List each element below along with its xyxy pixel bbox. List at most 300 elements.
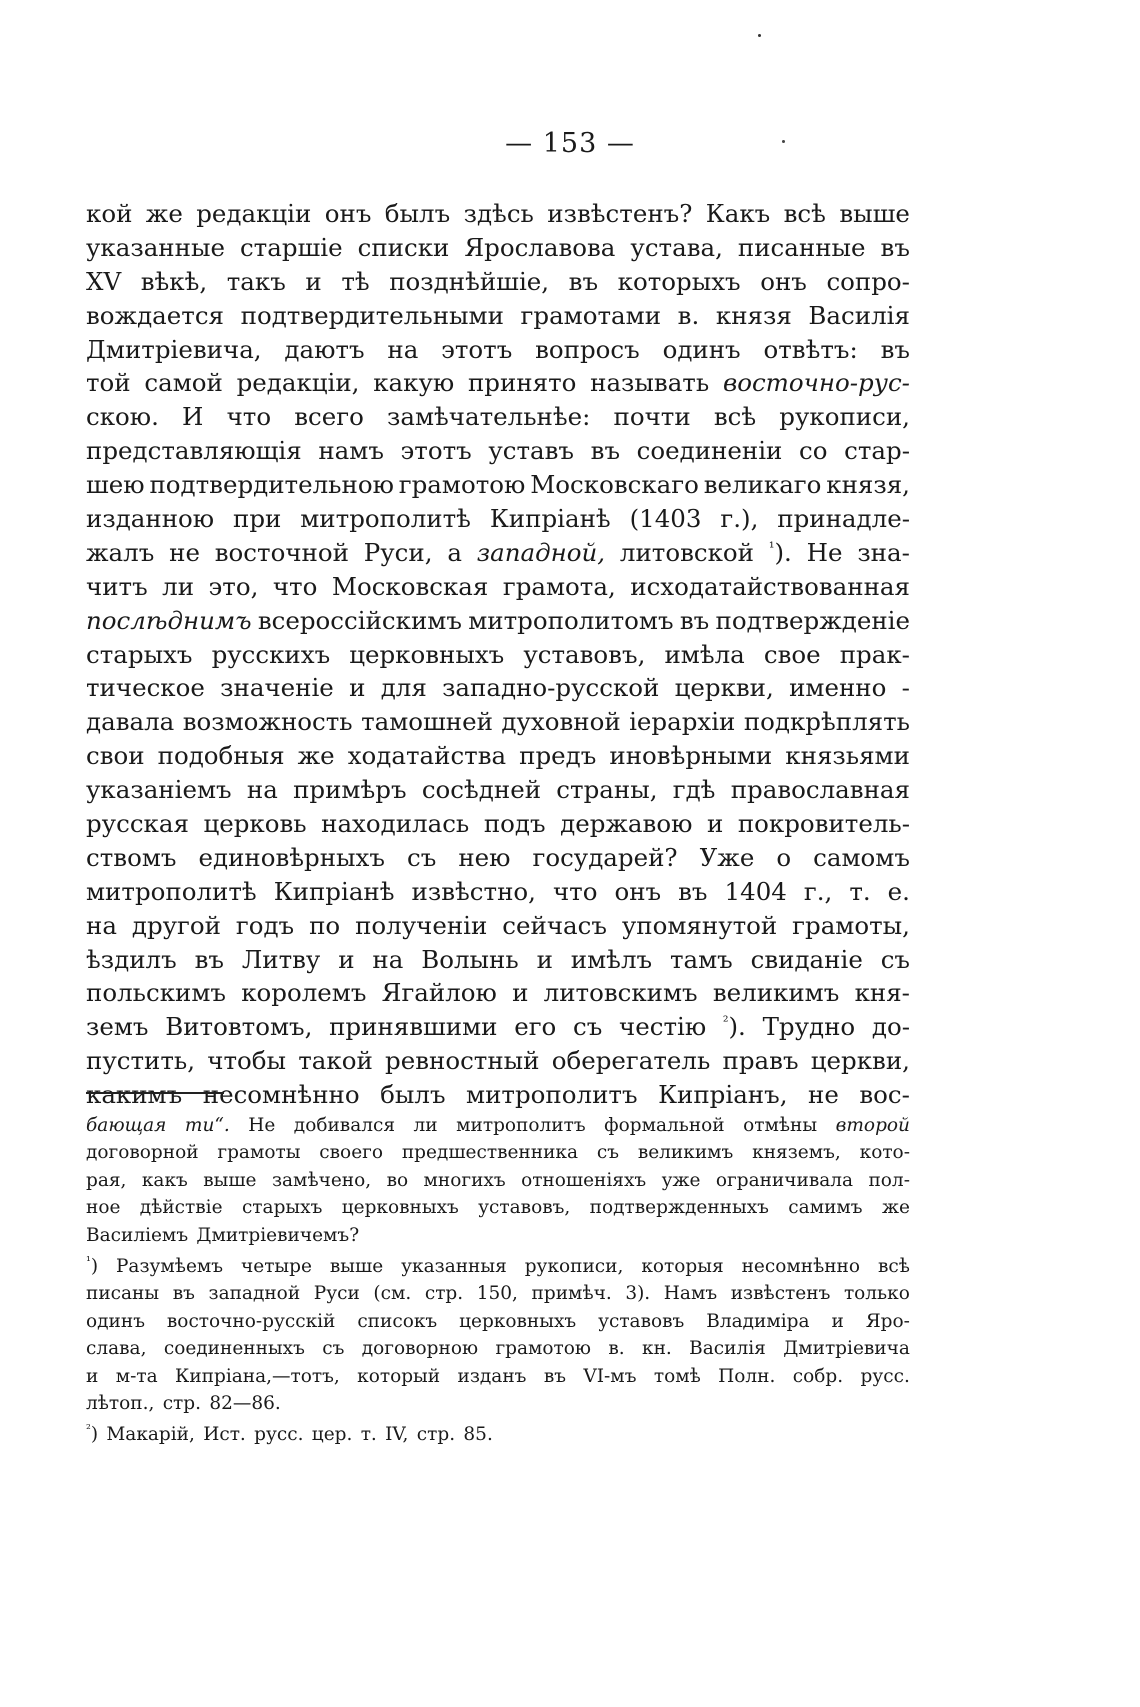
word: значеніе <box>220 673 334 703</box>
word: княземъ, <box>752 1142 841 1164</box>
word: въ <box>679 605 710 635</box>
word: Какъ <box>705 199 771 228</box>
word: какимъ <box>86 1080 183 1110</box>
word: представляющія <box>86 436 302 466</box>
word: подтвердительною <box>149 470 394 500</box>
word: Кипріанѣ <box>273 876 395 906</box>
word: несомнѣнно <box>202 1080 360 1110</box>
word: замѣчено, <box>271 1169 372 1191</box>
word: тамъ <box>669 944 733 974</box>
word: тѣ <box>341 266 370 296</box>
word: этотъ <box>400 436 472 466</box>
word: $^{^1}$) <box>86 1253 99 1277</box>
word: указаніемъ <box>86 775 232 805</box>
word: имѣла <box>664 639 745 669</box>
word: $^{^1}$). <box>768 537 792 567</box>
word: намъ <box>318 436 384 466</box>
word: г.), <box>720 504 759 534</box>
word: тамошней <box>361 707 493 737</box>
word: какую <box>373 368 455 398</box>
text-line <box>86 197 910 231</box>
text-line <box>86 299 910 333</box>
word: старыхъ <box>86 639 193 669</box>
word: Руси, <box>363 537 433 567</box>
word: выше <box>329 1255 384 1277</box>
word: всѣ <box>783 199 826 228</box>
word: церковныхъ <box>341 1197 459 1219</box>
footnote-line <box>86 1167 910 1194</box>
word: восточной <box>214 537 349 567</box>
word: онъ <box>324 199 372 228</box>
word: именно <box>789 673 887 703</box>
word: позднѣйшіе, <box>389 266 550 296</box>
word: пустить, <box>86 1046 196 1076</box>
text-line <box>86 943 910 977</box>
word: договорной <box>86 1142 199 1164</box>
word: онъ <box>760 266 807 296</box>
word: формальной <box>604 1115 725 1136</box>
word: ограничивала <box>715 1169 854 1191</box>
word: извѣстенъ? <box>547 199 693 228</box>
word: указанныя <box>401 1255 507 1277</box>
word: государей? <box>532 842 678 872</box>
text-line <box>86 604 910 638</box>
word: всероссійскимъ <box>257 605 462 635</box>
word: другой <box>131 910 221 940</box>
word: примѣръ <box>293 775 407 805</box>
word: упомянутой <box>621 910 778 940</box>
word: даютъ <box>284 334 365 364</box>
word: имѣлъ <box>570 944 653 974</box>
word: (1403 <box>629 504 702 534</box>
word: только <box>843 1283 910 1305</box>
word: и <box>831 1310 844 1332</box>
word: списокъ <box>357 1310 438 1332</box>
word: съ <box>596 1142 619 1164</box>
word: Ягайлою <box>381 978 497 1008</box>
word: грамотою <box>495 1338 592 1360</box>
word: гдѣ <box>672 775 716 805</box>
word: въ <box>543 1365 567 1387</box>
word: 1404 <box>724 876 787 906</box>
word: церковь <box>203 809 307 839</box>
text-line <box>86 875 910 909</box>
word: при <box>233 504 282 534</box>
word: этотъ <box>441 334 513 364</box>
word: великимъ <box>712 978 840 1008</box>
word: былъ <box>384 199 451 228</box>
word: ли <box>413 1115 438 1136</box>
footnote-line <box>86 1390 910 1417</box>
text-line <box>86 434 910 468</box>
word: Василія <box>808 300 910 330</box>
word: съ <box>880 944 910 974</box>
word: нею <box>458 842 511 872</box>
word: восточно-рус- <box>722 368 910 398</box>
word: литовскимъ <box>543 978 698 1008</box>
word: подтвердительными <box>240 300 504 330</box>
word: уставовъ, <box>523 639 646 669</box>
word: самомъ <box>813 842 910 872</box>
word: кня- <box>854 978 910 1008</box>
word: исходатайствованная <box>630 571 910 601</box>
text-line <box>86 841 910 875</box>
word: православная <box>730 775 910 805</box>
footnote-line <box>86 1194 910 1221</box>
word: грамота, <box>502 571 616 601</box>
word: Василіемъ <box>86 1224 189 1246</box>
word: всѣ <box>877 1255 910 1277</box>
word: вопросъ <box>535 334 640 364</box>
word: одинъ <box>662 334 741 364</box>
word: ти“. <box>184 1115 230 1136</box>
word: г., <box>803 876 833 906</box>
word: писанные <box>737 232 866 262</box>
word: иновѣрными <box>609 741 773 771</box>
word: извѣстенъ <box>730 1283 831 1305</box>
word: сейчасъ <box>502 910 607 940</box>
word: честію <box>619 1012 707 1042</box>
word: а <box>447 537 462 567</box>
word: Кипріанѣ <box>489 504 611 534</box>
word: свое <box>763 639 821 669</box>
word: отмѣны <box>743 1115 818 1136</box>
footnote-line <box>86 1253 910 1280</box>
word: подъ <box>483 809 546 839</box>
word: Василія <box>689 1338 766 1360</box>
word: тическое <box>86 673 205 703</box>
footnote-line <box>86 1363 910 1390</box>
word: Намъ <box>663 1283 718 1305</box>
word: кн. <box>642 1338 672 1360</box>
word: западной, <box>476 537 606 567</box>
word: о <box>776 842 792 872</box>
word: уже <box>661 1169 701 1191</box>
word: и <box>536 944 553 974</box>
word: для <box>380 673 427 703</box>
word: И <box>182 402 204 432</box>
word: это, <box>208 571 259 601</box>
word: какъ <box>141 1169 188 1191</box>
word: Полн. <box>718 1365 776 1387</box>
word: Ярославова <box>464 232 616 262</box>
word: Руси <box>313 1283 360 1305</box>
word: литовской <box>619 537 755 567</box>
word: церкви, <box>810 1046 910 1076</box>
word: на <box>387 334 419 364</box>
word: старшіе <box>239 232 343 262</box>
word: лѣтоп., <box>86 1392 155 1414</box>
word: Яро- <box>865 1310 910 1332</box>
word: Московская <box>331 571 489 601</box>
word: на <box>246 775 278 805</box>
word: оберегатель <box>551 1046 711 1076</box>
text-line <box>86 366 910 400</box>
word: Дмитріевичемъ? <box>196 1224 360 1246</box>
word: ствомъ <box>86 842 177 872</box>
text-line <box>86 909 910 943</box>
word: второй <box>835 1115 910 1136</box>
word: кото- <box>859 1142 910 1164</box>
text-line <box>86 773 910 807</box>
word: договорною <box>361 1338 479 1360</box>
word: онъ <box>614 876 662 906</box>
word: Дмитріевича <box>783 1338 910 1360</box>
word: добивался <box>293 1115 396 1136</box>
word: въ <box>590 436 621 466</box>
word: отвѣтъ: <box>763 334 858 364</box>
word: выше <box>839 199 910 228</box>
word: во <box>386 1169 409 1191</box>
word: свиданіе <box>750 944 863 974</box>
word: что <box>226 402 272 432</box>
word: страны, <box>556 775 658 805</box>
word: ное <box>86 1197 121 1219</box>
word: самимъ <box>788 1197 863 1219</box>
word: и <box>86 1365 99 1387</box>
footnote-line <box>86 1222 910 1249</box>
word: великаго <box>703 470 822 500</box>
word: рукописи, <box>524 1255 624 1277</box>
word: соединеніи <box>636 436 783 466</box>
word: и <box>706 809 724 839</box>
word: бающая <box>86 1115 167 1136</box>
word: VI-мъ <box>583 1365 637 1387</box>
word: свои <box>86 741 145 771</box>
word: уставъ <box>488 436 575 466</box>
word: уставовъ, <box>478 1197 571 1219</box>
word: шею <box>86 470 145 500</box>
word: всѣ <box>713 402 757 432</box>
word: писаны <box>86 1283 160 1305</box>
footnote-line <box>86 1308 910 1335</box>
word: и <box>349 673 366 703</box>
text-line <box>86 807 910 841</box>
text-line <box>86 1044 910 1078</box>
word: русс. <box>860 1365 910 1387</box>
word: четыре <box>241 1255 312 1277</box>
word: до- <box>871 1012 910 1042</box>
word: стр. <box>424 1283 464 1305</box>
word: всего <box>294 402 364 432</box>
word: годъ <box>235 910 295 940</box>
word: е. <box>887 876 910 906</box>
text-line <box>86 976 910 1010</box>
word: полученіи <box>355 910 488 940</box>
word: изданъ <box>457 1365 527 1387</box>
word: давала <box>86 707 175 737</box>
word: собр. <box>792 1365 844 1387</box>
word: отношеніяхъ <box>521 1169 647 1191</box>
word: предшественника <box>401 1142 579 1164</box>
word: пол- <box>868 1169 910 1191</box>
word: Литву <box>241 944 321 974</box>
word: русс. <box>254 1424 304 1446</box>
word: на <box>86 910 117 940</box>
word: не <box>169 537 200 567</box>
word: митрополитъ <box>456 1115 586 1136</box>
word: Московскаго <box>530 470 699 500</box>
word: въ <box>880 232 910 262</box>
word: Кипріанъ, <box>658 1080 788 1110</box>
word: подтвержденіе <box>715 605 910 635</box>
word: князьями <box>785 741 910 771</box>
footnote-separator <box>86 1092 224 1094</box>
word: IV, <box>385 1424 409 1446</box>
word: по <box>309 910 341 940</box>
word: послѣднимъ <box>86 605 252 635</box>
word: томѣ <box>653 1365 701 1387</box>
word: князя <box>715 300 792 330</box>
word: принявшими <box>329 1012 498 1042</box>
word: Трудно <box>762 1012 856 1042</box>
word: съ <box>322 1338 345 1360</box>
word: в. <box>677 300 700 330</box>
word: который <box>357 1365 441 1387</box>
word: принадле- <box>777 504 910 534</box>
footnotes <box>86 1112 910 1449</box>
word: редакціи, <box>236 368 360 398</box>
word: одинъ <box>86 1310 145 1332</box>
text-line <box>86 468 910 502</box>
word: единовѣрныхъ <box>198 842 385 872</box>
word: же <box>881 1197 910 1219</box>
word: вождается <box>86 300 225 330</box>
word: іерархіи <box>629 707 736 737</box>
word: уставовъ <box>598 1310 685 1332</box>
page-number: — 153 — <box>505 128 635 159</box>
word: грамотою <box>398 470 526 500</box>
word: указанные <box>86 232 225 262</box>
word: что <box>552 876 598 906</box>
word: грамотами <box>520 300 662 330</box>
word: читъ <box>86 571 148 601</box>
word: рукописи, <box>779 402 910 432</box>
text-line <box>86 502 910 536</box>
word: Не <box>806 537 843 567</box>
word: былъ <box>380 1080 446 1110</box>
word: восточно-русскій <box>166 1310 336 1332</box>
word: Волынь <box>421 944 519 974</box>
speck-mark <box>758 34 761 37</box>
word: находилась <box>321 809 470 839</box>
word: сопро- <box>826 266 910 296</box>
word: в. <box>608 1338 625 1360</box>
word: - <box>901 673 910 703</box>
word: великимъ <box>637 1142 734 1164</box>
word: Ист. <box>203 1424 246 1446</box>
word: русскихъ <box>211 639 331 669</box>
word: правъ <box>722 1046 799 1076</box>
word: митрополитѣ <box>300 504 471 534</box>
text-line <box>86 400 910 434</box>
word: Витовтомъ, <box>165 1012 313 1042</box>
word: Макарій, <box>106 1424 195 1446</box>
word: ревностный <box>385 1046 540 1076</box>
footnote-line <box>86 1139 910 1166</box>
word: митрополитъ <box>466 1080 638 1110</box>
word: и <box>512 978 529 1008</box>
text-line <box>86 739 910 773</box>
word: самой <box>144 368 223 398</box>
word: и <box>305 266 322 296</box>
word: которыхъ <box>617 266 741 296</box>
word: $^{^2}$). <box>722 1012 746 1042</box>
word: 85. <box>463 1424 493 1446</box>
word: же <box>297 741 335 771</box>
text-line <box>86 1010 910 1044</box>
word: не <box>808 1080 839 1110</box>
word: списки <box>357 232 450 262</box>
word: здѣсь <box>463 199 534 228</box>
word: церкви, <box>674 673 774 703</box>
text-line <box>86 638 910 672</box>
main-text <box>86 197 910 1112</box>
word: грамоты <box>217 1142 301 1164</box>
word: въ <box>880 334 910 364</box>
word: Разумѣемъ <box>115 1255 224 1277</box>
word: кой <box>86 199 133 228</box>
word: его <box>514 1012 557 1042</box>
footnote-line <box>86 1280 910 1307</box>
word: примѣч. <box>531 1283 612 1305</box>
word: несомнѣнно <box>741 1255 861 1277</box>
word: державою <box>560 809 693 839</box>
word: князя, <box>826 470 910 500</box>
word: м-та <box>115 1365 158 1387</box>
word: 3). <box>625 1283 651 1305</box>
word: прак- <box>839 639 910 669</box>
word: принято <box>467 368 577 398</box>
word: подкрѣплять <box>743 707 910 737</box>
word: соединенныхъ <box>163 1338 305 1360</box>
word: Уже <box>699 842 755 872</box>
word: подобныя <box>157 741 285 771</box>
word: въ <box>568 266 599 296</box>
word: грамоты, <box>792 910 910 940</box>
word: покровитель- <box>737 809 910 839</box>
word: русская <box>86 809 189 839</box>
word: редакціи <box>196 199 312 228</box>
footnote-line <box>86 1112 910 1139</box>
word: дѣйствіе <box>139 1197 223 1219</box>
word: той <box>86 368 131 398</box>
word: стар- <box>844 436 910 466</box>
word: Кипріана,—тотъ, <box>175 1365 340 1387</box>
footnote-line <box>86 1335 910 1362</box>
word: т. <box>360 1424 377 1446</box>
word: Не <box>248 1115 276 1136</box>
word: чтобы <box>207 1046 287 1076</box>
word: въ <box>172 1283 195 1305</box>
word: рая, <box>86 1169 127 1191</box>
word: земъ <box>86 1012 149 1042</box>
word: со <box>799 436 828 466</box>
footnote-line <box>86 1421 910 1448</box>
word: ѣздилъ <box>86 944 177 974</box>
word: же <box>145 199 183 228</box>
word: выше <box>203 1169 257 1191</box>
word: ли <box>162 571 195 601</box>
word: стр. <box>416 1424 456 1446</box>
text-line <box>86 265 910 299</box>
text-line <box>86 231 910 265</box>
word: которыя <box>641 1255 724 1277</box>
word: западной <box>208 1283 301 1305</box>
word: Дмитріевича, <box>86 334 262 364</box>
word: такъ <box>226 266 286 296</box>
word: многихъ <box>423 1169 506 1191</box>
